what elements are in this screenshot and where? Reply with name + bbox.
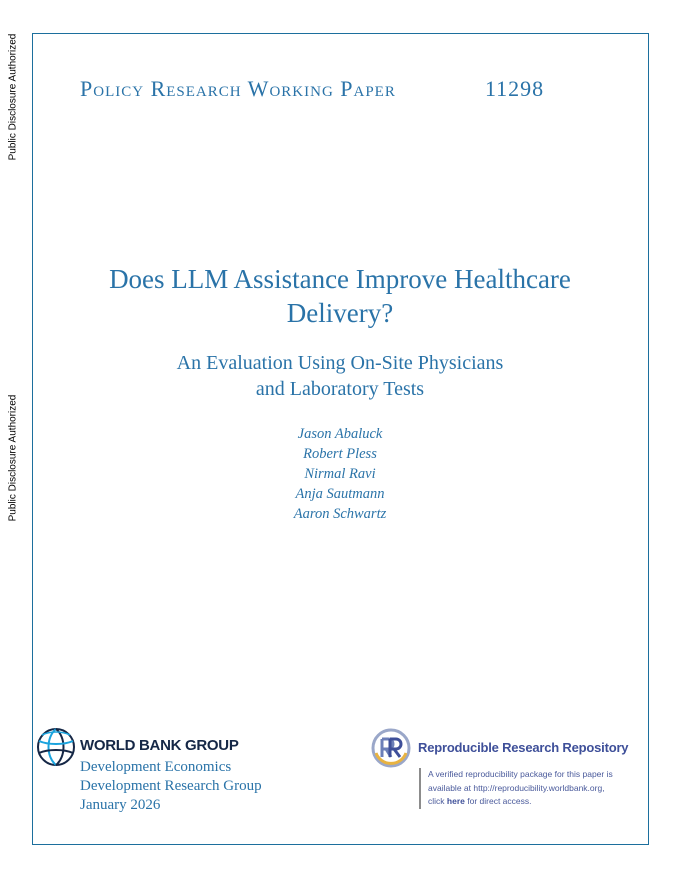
author-list (190, 424, 490, 524)
paper-title-line-1: Does LLM Assistance Improve Healthcare (109, 264, 571, 294)
disclosure-label-bottom: Public Disclosure Authorized (7, 394, 19, 522)
paper-subtitle-line-1: An Evaluation Using On-Site Physicians (176, 352, 504, 374)
paper-title (60, 262, 620, 330)
repository-note-end: for direct access. (467, 796, 532, 806)
author-name: Robert Pless (303, 446, 377, 462)
world-bank-globe-icon (36, 727, 76, 767)
publication-date: January 2026 (80, 797, 161, 813)
reproducible-research-logo-icon (370, 727, 412, 769)
repository-note-click: click (428, 796, 445, 806)
disclosure-label-top: Public Disclosure Authorized (7, 33, 19, 161)
author-name: Aaron Schwartz (293, 506, 387, 522)
group-line: Development Research Group (80, 778, 262, 794)
world-bank-group-wordmark: WORLD BANK GROUP (80, 737, 239, 754)
department-line: Development Economics (80, 759, 232, 775)
series-title: Policy Research Working Paper (80, 76, 396, 101)
author-name: Jason Abaluck (297, 426, 383, 442)
paper-title-line-2: Delivery? (286, 298, 394, 328)
repository-here-link[interactable]: here (446, 796, 465, 806)
paper-subtitle-line-2: and Laboratory Tests (255, 378, 425, 400)
repository-note (419, 768, 648, 809)
repository-note-line-1: A verified reproducibility package for this paper is (428, 769, 613, 779)
author-name: Anja Sautmann (295, 486, 385, 502)
repository-name: Reproducible Research Repository (418, 740, 629, 755)
paper-subtitle (60, 350, 620, 402)
repository-note-line-2: available at http://reproducibility.worldbank.org, (428, 782, 605, 793)
author-name: Nirmal Ravi (304, 466, 376, 482)
paper-number: 11298 (485, 76, 545, 101)
department-info (80, 758, 262, 815)
